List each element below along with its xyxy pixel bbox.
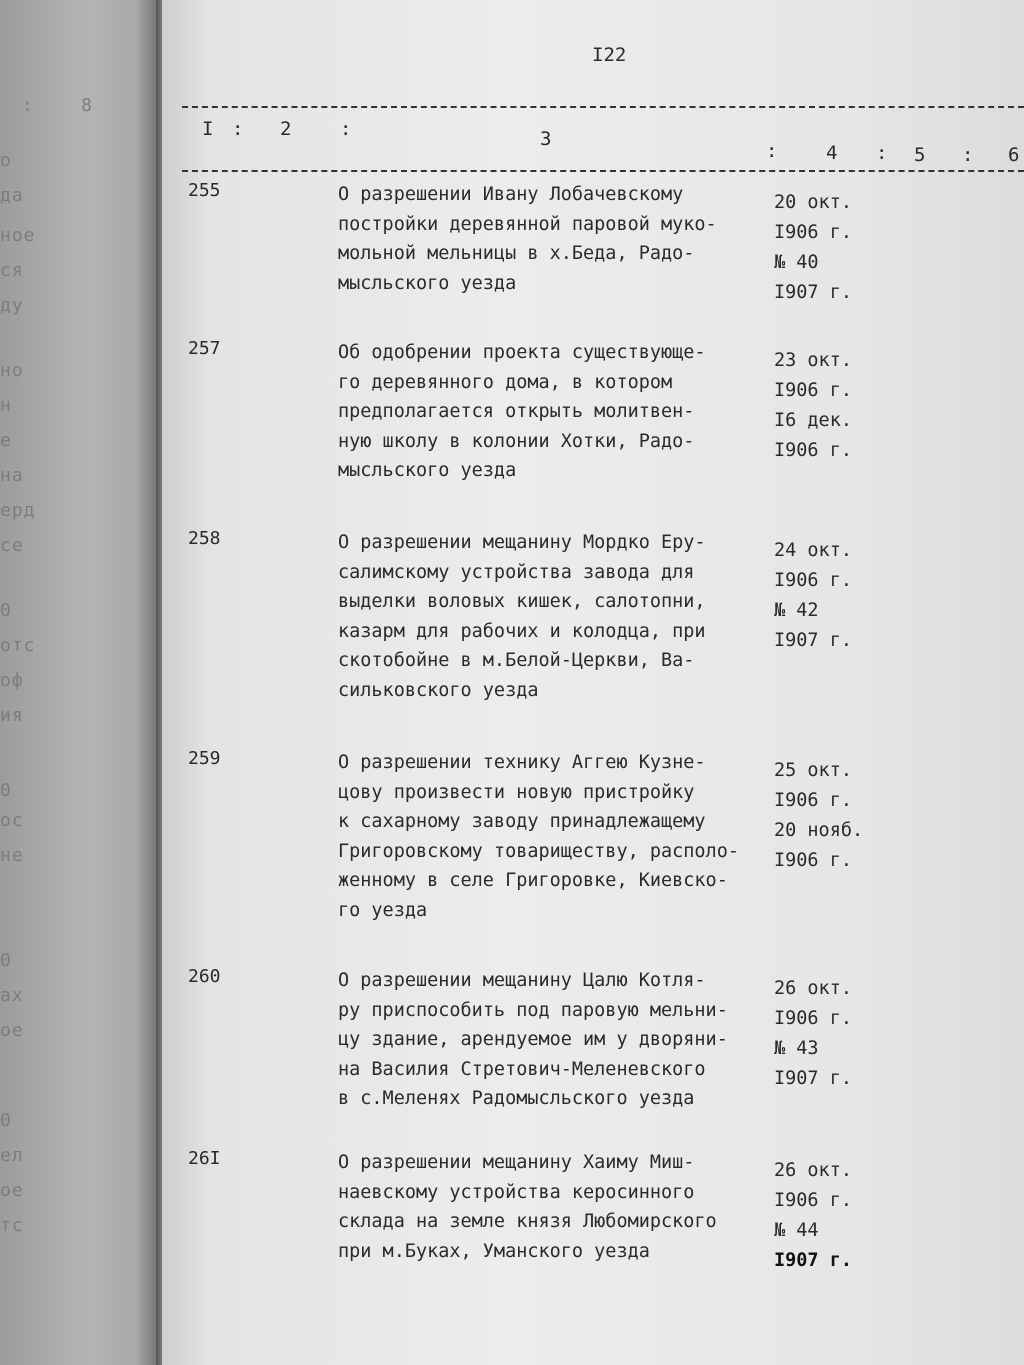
- column-header-2: 2: [280, 118, 292, 140]
- date-line: 24 окт.: [774, 540, 852, 561]
- description-line: скотобойне в м.Белой-Церкви, Ва-: [338, 650, 695, 671]
- date-line: 20 окт.: [774, 192, 852, 213]
- description-line: цову произвести новую пристройку: [338, 781, 695, 803]
- date-line: 23 окт.: [774, 350, 852, 371]
- date-line: № 44: [774, 1220, 819, 1241]
- facing-page-text: ся: [0, 260, 24, 281]
- description-line: го деревянного дома, в котором: [338, 371, 673, 393]
- facing-page-text: се: [0, 535, 24, 556]
- description-line: О разрешении технику Аггею Кузне-: [338, 752, 706, 773]
- entry-dates: [774, 346, 852, 466]
- column-separator: :: [876, 142, 888, 164]
- description-line: на Василия Стретович-Меленевского: [338, 1058, 706, 1080]
- facing-page-text: 0: [0, 950, 12, 971]
- date-line: I906 г.: [774, 790, 852, 811]
- entry-description: [338, 528, 778, 705]
- facing-page-text: ел: [0, 1145, 24, 1166]
- date-line: I906 г.: [774, 440, 852, 461]
- facing-page-text: 0: [0, 1110, 12, 1131]
- date-line: № 43: [774, 1038, 819, 1059]
- date-line: I6 дек.: [774, 410, 852, 431]
- entry-description: [338, 748, 778, 925]
- entry-description: [338, 1148, 778, 1266]
- entry-number: 258: [188, 528, 221, 549]
- facing-page-text: 0: [0, 780, 12, 801]
- column-header-6: 6: [1008, 144, 1020, 166]
- entry-number: 26I: [188, 1148, 221, 1169]
- facing-page-text: ах: [0, 985, 24, 1006]
- description-line: выделки воловых кишек, салотопни,: [338, 591, 706, 612]
- date-line: I906 г.: [774, 222, 852, 243]
- description-line: мысльского уезда: [338, 272, 517, 294]
- description-line: ную школу в колонии Хотки, Радо-: [338, 430, 695, 452]
- facing-page-text: но: [0, 360, 24, 381]
- facing-page: [0, 0, 160, 1365]
- page-number: I22: [592, 44, 627, 66]
- date-line: I906 г.: [774, 1008, 852, 1029]
- column-separator: :: [766, 140, 778, 162]
- facing-page-text: 0: [0, 600, 12, 621]
- facing-page-text: е: [0, 430, 12, 451]
- description-line: О разрешении мещанину Цалю Котля-: [338, 970, 706, 991]
- facing-page-text: оф: [0, 670, 24, 691]
- description-line: при м.Буках, Уманского уезда: [338, 1240, 650, 1262]
- entry-dates: [774, 536, 852, 656]
- date-line: I907 г.: [774, 282, 852, 303]
- date-line: 26 окт.: [774, 1160, 852, 1181]
- header-bottom-rule: [182, 170, 1024, 172]
- entry-number: 257: [188, 338, 221, 359]
- description-line: женному в селе Григоровке, Киевско-: [338, 870, 728, 891]
- column-separator: :: [962, 144, 974, 166]
- description-line: склада на земле князя Любомирского: [338, 1211, 717, 1232]
- description-line: сильковского уезда: [338, 679, 539, 701]
- description-line: О разрешении мещанину Мордко Еру-: [338, 532, 706, 553]
- facing-page-text: отс: [0, 635, 36, 656]
- description-line: цу здание, арендуемое им у дворяни-: [338, 1029, 728, 1050]
- facing-page-text: : 8: [22, 95, 94, 116]
- facing-page-text: ос: [0, 810, 24, 831]
- facing-page-text: н: [0, 395, 12, 416]
- entry-description: [338, 338, 778, 486]
- column-separator: :: [232, 118, 244, 140]
- date-line: № 40: [774, 252, 819, 273]
- facing-page-text: ое: [0, 1180, 24, 1201]
- entry-number: 260: [188, 966, 221, 987]
- date-line: 25 окт.: [774, 760, 852, 781]
- description-line: О разрешении мещанину Хаиму Миш-: [338, 1152, 695, 1173]
- entry-description: [338, 966, 778, 1114]
- description-line: к сахарному заводу принадлежащему: [338, 811, 706, 832]
- description-line: наевскому устройства керосинного: [338, 1181, 695, 1203]
- date-line: I906 г.: [774, 850, 852, 871]
- facing-page-text: ое: [0, 1020, 24, 1041]
- facing-page-text: тс: [0, 1215, 24, 1236]
- description-line: Об одобрении проекта существующе-: [338, 342, 706, 363]
- facing-page-text: ерд: [0, 500, 36, 521]
- description-line: мысльского уезда: [338, 460, 517, 481]
- date-line: I906 г.: [774, 570, 852, 591]
- facing-page-text: ия: [0, 705, 24, 726]
- document-page: [162, 0, 1024, 1365]
- description-line: салимскому устройства завода для: [338, 561, 695, 583]
- header-top-rule: [182, 106, 1024, 108]
- column-separator: :: [340, 118, 352, 140]
- date-line: I907 г.: [774, 630, 852, 651]
- facing-page-text: не: [0, 845, 24, 866]
- description-line: го уезда: [338, 899, 428, 921]
- facing-page-text: на: [0, 465, 24, 486]
- description-line: мольной мельницы в х.Беда, Радо-: [338, 243, 695, 264]
- entry-dates: [774, 974, 852, 1094]
- date-line: 26 окт.: [774, 978, 852, 999]
- description-line: Григоровскому товариществу, располо-: [338, 840, 739, 862]
- entry-dates: [774, 756, 863, 876]
- description-line: О разрешении Ивану Лобачевскому: [338, 184, 684, 205]
- description-line: постройки деревянной паровой муко-: [338, 213, 717, 235]
- entry-dates: [774, 1156, 852, 1276]
- description-line: предполагается открыть молитвен-: [338, 401, 695, 422]
- column-header-4: 4: [826, 142, 838, 164]
- date-line: № 42: [774, 600, 819, 621]
- entry-number: 259: [188, 748, 221, 769]
- description-line: казарм для рабочих и колодца, при: [338, 620, 706, 642]
- date-line: I907 г.: [774, 1068, 852, 1089]
- date-line: I907 г.: [774, 1250, 852, 1271]
- entry-dates: [774, 188, 852, 308]
- facing-page-text: ное: [0, 225, 36, 246]
- entry-number: 255: [188, 180, 221, 201]
- date-line: 20 нояб.: [774, 820, 864, 841]
- description-line: в с.Меленях Радомысльского уезда: [338, 1088, 695, 1109]
- description-line: ру приспособить под паровую мельни-: [338, 999, 728, 1021]
- entry-description: [338, 180, 778, 298]
- date-line: I906 г.: [774, 1190, 852, 1211]
- column-header-3: 3: [540, 128, 552, 150]
- facing-page-text: о: [0, 150, 12, 171]
- date-line: I906 г.: [774, 380, 852, 401]
- column-header-5: 5: [914, 144, 926, 166]
- facing-page-text: да: [0, 185, 24, 206]
- facing-page-text: ду: [0, 295, 24, 316]
- column-header-1: I: [202, 118, 214, 140]
